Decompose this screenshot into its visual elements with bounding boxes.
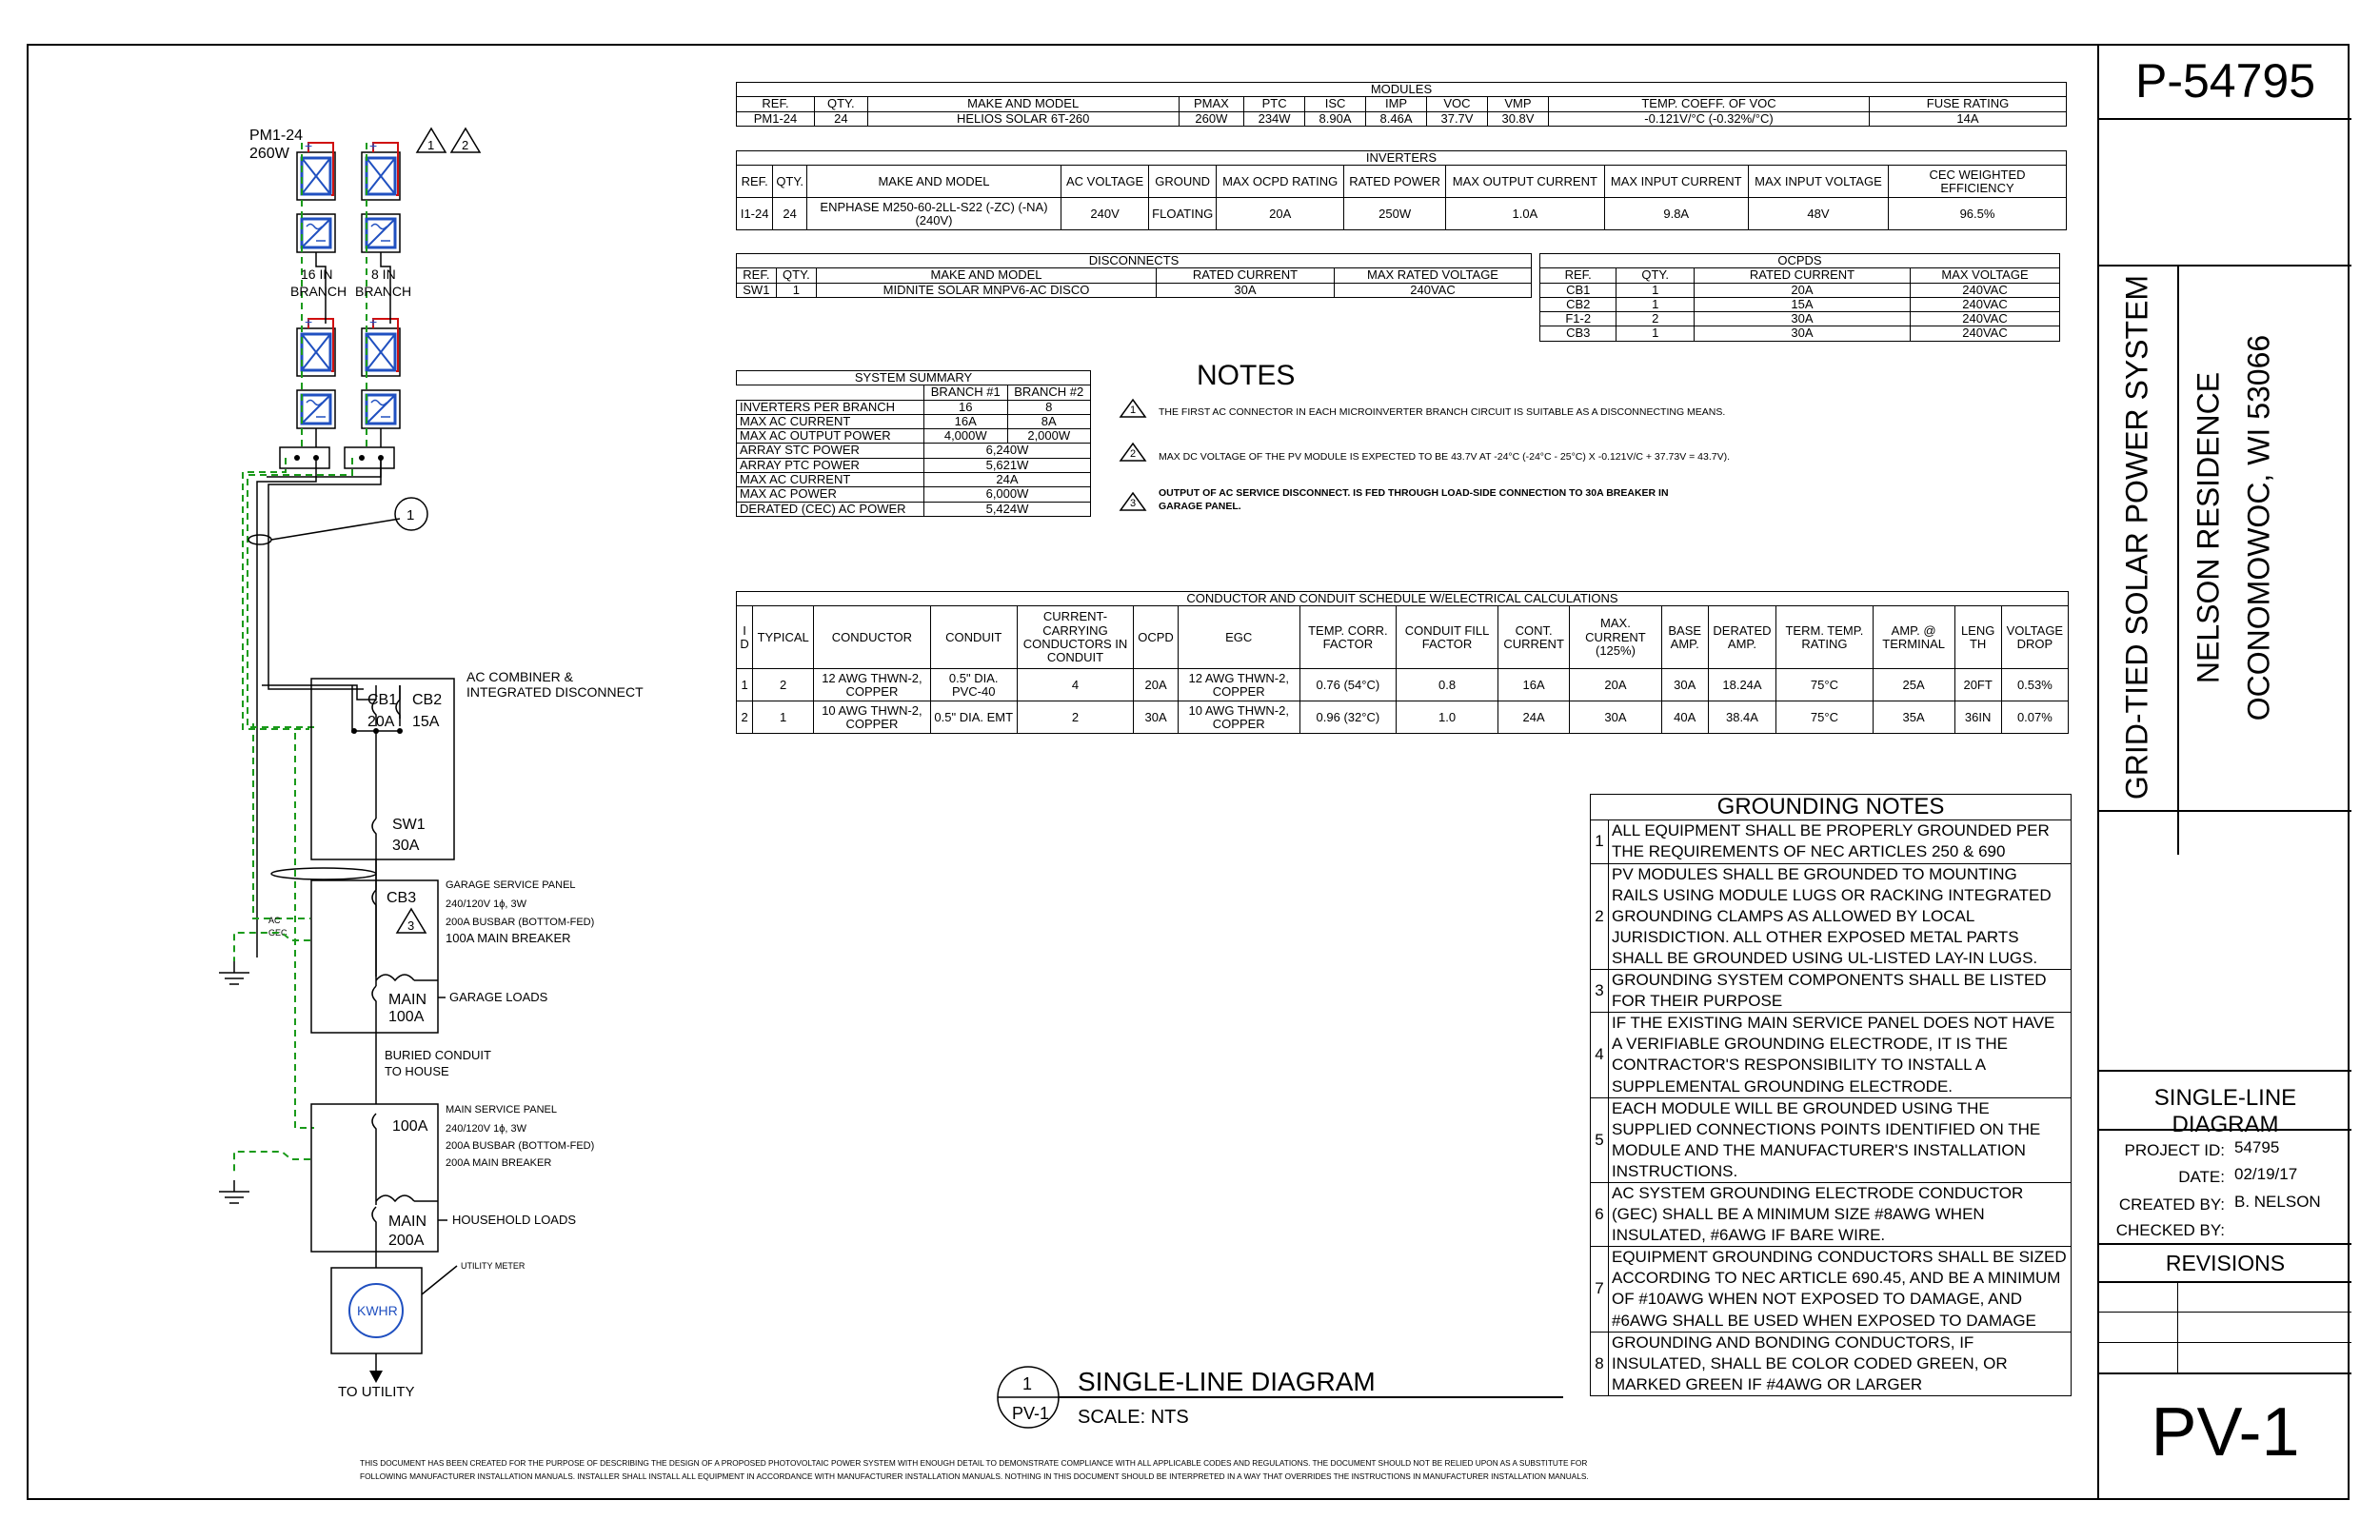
created-by-label: CREATED BY:: [2118, 1195, 2225, 1214]
drawing-caption: [981, 1359, 1571, 1435]
cell: 30A: [1695, 326, 1911, 341]
inverters-title: INVERTERS: [737, 151, 2067, 166]
col-header: MAX OCPD RATING: [1217, 166, 1344, 198]
col-header: TEMP. COEFF. OF VOC: [1549, 97, 1870, 111]
cell: CB2: [1540, 297, 1616, 311]
cb2-rating: 15A: [412, 714, 440, 730]
svg-text:+: +: [369, 314, 378, 329]
cell: 24: [815, 111, 868, 126]
table-row: [737, 458, 1091, 472]
col-header: AMP. @ TERMINAL: [1873, 606, 1954, 669]
col-header: REF.: [737, 166, 773, 198]
cell: 30A: [1157, 283, 1335, 297]
sheet-number: P-54795: [2134, 54, 2316, 108]
cell: 9.8A: [1604, 198, 1748, 230]
checked-by-label: CHECKED BY:: [2115, 1221, 2225, 1239]
msp-spec: 200A MAIN BREAKER: [446, 1157, 552, 1169]
cell: 35A: [1873, 701, 1954, 734]
col-header: IMP: [1366, 97, 1427, 111]
grounding-notes-table: [1590, 794, 2072, 1396]
col-header: MAX INPUT CURRENT: [1604, 166, 1748, 198]
combiner-label: AC COMBINER &: [466, 669, 574, 684]
cell: ARRAY PTC POWER: [737, 458, 924, 472]
cell: 2: [737, 701, 753, 734]
note-tri-num: 1: [1130, 405, 1137, 416]
cell: 240VAC: [1335, 283, 1532, 297]
breaker-100-label: 100A: [392, 1118, 428, 1135]
cell: 0.5" DIA. EMT: [930, 701, 1017, 734]
cell: 240VAC: [1911, 297, 2060, 311]
item-number: 3: [1591, 970, 1609, 1013]
cell: 1.0: [1397, 701, 1498, 734]
kwhr-label: KWHR: [357, 1303, 398, 1318]
table-row: [737, 283, 1532, 297]
system-summary-table: [736, 370, 1091, 517]
col-header: MAKE AND MODEL: [806, 166, 1061, 198]
table-row: [737, 198, 2067, 230]
title-block: [2097, 44, 2351, 1500]
msp-label: MAIN SERVICE PANEL: [446, 1104, 557, 1116]
gsp-label: GARAGE SERVICE PANEL: [446, 879, 576, 891]
cell: 1: [1616, 297, 1695, 311]
col-header: AC VOLTAGE: [1061, 166, 1148, 198]
table-row: [737, 414, 1091, 428]
cell: 20A: [1570, 669, 1661, 701]
cb1-rating: 20A: [367, 714, 395, 730]
note-text: MAX DC VOLTAGE OF THE PV MODULE IS EXPECTED TO BE 43.7V AT -24°C (-24°C - 25°C) X -0.121V/C + 37.73V = 43.7V).: [1159, 451, 1731, 463]
cell: 10 AWG THWN-2, COPPER: [1178, 701, 1299, 734]
cell: 20FT: [1954, 669, 2001, 701]
cell: 240V: [1061, 198, 1148, 230]
tri-label: 2: [462, 138, 469, 152]
col-header: MAKE AND MODEL: [817, 268, 1157, 283]
ocpds-title: OCPDS: [1540, 254, 2060, 268]
item-text: ALL EQUIPMENT SHALL BE PROPERLY GROUNDED PER THE REQUIREMENTS OF NEC ARTICLES 250 & 690: [1609, 820, 2072, 863]
pm-watts: 260W: [249, 146, 289, 162]
buried-conduit-label-2: TO HOUSE: [385, 1064, 449, 1078]
col-header: QTY.: [815, 97, 868, 111]
cell: 16A: [1497, 669, 1569, 701]
table-row: [1540, 283, 2060, 297]
ocpds-table: [1539, 253, 2060, 342]
col-header: ID: [737, 606, 753, 669]
cell: 1.0A: [1446, 198, 1604, 230]
note-tri-num: 2: [1130, 448, 1137, 460]
item-number: 7: [1591, 1247, 1609, 1332]
cell: 4,000W: [924, 429, 1008, 444]
cell: 20A: [1134, 669, 1179, 701]
col-header: TERM. TEMP. RATING: [1776, 606, 1874, 669]
table-row: [737, 429, 1091, 444]
main-label: MAIN: [388, 992, 426, 1008]
col-header: BRANCH #1: [924, 385, 1008, 400]
table-row: [1540, 326, 2060, 341]
col-header: RATED POWER: [1344, 166, 1446, 198]
cell: 2: [753, 669, 814, 701]
branch2-label: 8 IN: [371, 267, 396, 282]
cell: 15A: [1695, 297, 1911, 311]
revisions-label: REVISIONS: [2165, 1251, 2286, 1275]
cell: 240VAC: [1911, 283, 2060, 297]
note-tri-num: 3: [1130, 498, 1137, 509]
modules-table: [736, 82, 2067, 127]
col-header: EGC: [1178, 606, 1299, 669]
meter-label: UTILITY METER: [461, 1261, 526, 1271]
col-header: LENGTH: [1954, 606, 2001, 669]
buried-conduit-label: BURIED CONDUIT: [385, 1048, 491, 1062]
cell: 10 AWG THWN-2, COPPER: [814, 701, 930, 734]
cell: 18.24A: [1708, 669, 1775, 701]
col-header: MAX OUTPUT CURRENT: [1446, 166, 1604, 198]
conductor-title: CONDUCTOR AND CONDUIT SCHEDULE W/ELECTRICAL CALCULATIONS: [737, 592, 2069, 606]
cell: 30A: [1570, 701, 1661, 734]
cell: 6,000W: [924, 487, 1091, 502]
item-text: AC SYSTEM GROUNDING ELECTRODE CONDUCTOR (GEC) SHALL BE A MINIMUM SIZE #8AWG WHEN INSULATED, #6AWG IF BARE WIRE.: [1609, 1182, 2072, 1246]
cell: 24A: [1497, 701, 1569, 734]
callout-number: 1: [407, 507, 415, 523]
col-header: TYPICAL: [753, 606, 814, 669]
cell: 4: [1017, 669, 1133, 701]
cell: MAX AC OUTPUT POWER: [737, 429, 924, 444]
cell: CB1: [1540, 283, 1616, 297]
gsp-spec: 100A MAIN BREAKER: [446, 931, 571, 945]
cb3-label: CB3: [387, 890, 417, 906]
cell: 14A: [1870, 111, 2067, 126]
col-header: REF.: [737, 97, 815, 111]
cell: 12 AWG THWN-2, COPPER: [1178, 669, 1299, 701]
cell: ARRAY STC POWER: [737, 444, 924, 458]
cell: I1-24: [737, 198, 773, 230]
cell: 1: [1616, 283, 1695, 297]
cell: SW1: [737, 283, 777, 297]
col-header: DERATED AMP.: [1708, 606, 1775, 669]
cell: 260W: [1179, 111, 1243, 126]
col-header: CURRENT-CARRYING CONDUCTORS IN CONDUIT: [1017, 606, 1133, 669]
cell: 240VAC: [1911, 312, 2060, 326]
summary-title: SYSTEM SUMMARY: [737, 371, 1091, 385]
grounding-title: GROUNDING NOTES: [1591, 795, 2072, 820]
cell: 37.7V: [1427, 111, 1488, 126]
cell: DERATED (CEC) AC POWER: [737, 502, 924, 516]
gec-label: GEC: [268, 928, 288, 938]
household-loads: HOUSEHOLD LOADS: [452, 1213, 577, 1227]
project-id: 54795: [2234, 1138, 2280, 1156]
cell: 16A: [924, 414, 1008, 428]
page-number: PV-1: [2151, 1394, 2300, 1471]
cell: 2,000W: [1007, 429, 1091, 444]
list-item: [1591, 1013, 2072, 1097]
modules-title: MODULES: [737, 83, 2067, 97]
table-row: [737, 669, 2069, 701]
caption-title: SINGLE-LINE DIAGRAM: [1078, 1367, 1376, 1396]
caption-scale: SCALE: NTS: [1078, 1407, 1189, 1428]
col-header: QTY.: [776, 268, 816, 283]
main-rating: 200A: [388, 1233, 425, 1249]
item-text: IF THE EXISTING MAIN SERVICE PANEL DOES NOT HAVE A VERIFIABLE GROUNDING ELECTRODE, IT IS THE CONTRACTOR'S RESPONSIBILITY TO INSTALL A SUPPLEMENTAL GROUNDING ELECTRODE.: [1609, 1013, 2072, 1097]
list-item: [1591, 1097, 2072, 1182]
combiner-label-2: INTEGRATED DISCONNECT: [466, 684, 644, 700]
created-by: B. NELSON: [2234, 1193, 2321, 1211]
cell: MAX AC POWER: [737, 487, 924, 502]
tri-label: 1: [427, 138, 435, 152]
list-item: [1591, 1332, 2072, 1395]
col-header: CEC WEIGHTED EFFICIENCY: [1889, 166, 2067, 198]
col-header: MAX. CURRENT (125%): [1570, 606, 1661, 669]
disconnects-title: DISCONNECTS: [737, 254, 1532, 268]
item-text: GROUNDING AND BONDING CONDUCTORS, IF INSULATED, SHALL BE COLOR CODED GREEN, OR MARKED GREEN IF #4AWG OR LARGER: [1609, 1332, 2072, 1395]
col-header: MAX VOLTAGE: [1911, 268, 2060, 283]
ac-label: AC: [268, 916, 281, 925]
item-number: 5: [1591, 1097, 1609, 1182]
item-number: 4: [1591, 1013, 1609, 1097]
cell: 0.53%: [2001, 669, 2068, 701]
col-header: CONDUIT FILL FACTOR: [1397, 606, 1498, 669]
msp-spec: 200A BUSBAR (BOTTOM-FED): [446, 1140, 595, 1152]
cell: 5,424W: [924, 502, 1091, 516]
cell: 96.5%: [1889, 198, 2067, 230]
cell: 0.76 (54°C): [1299, 669, 1397, 701]
branch1-label: 16 IN: [301, 267, 333, 282]
cell: 30A: [1134, 701, 1179, 734]
cell: 25A: [1873, 669, 1954, 701]
list-item: [1591, 863, 2072, 969]
notes-title: NOTES: [1197, 360, 1296, 391]
col-header: PTC: [1244, 97, 1305, 111]
disclaimer-line-1: THIS DOCUMENT HAS BEEN CREATED FOR THE PURPOSE OF DESCRIBING THE DESIGN OF A PROPOSED PHOTOVOLTAIC POWER SYSTEM WITH ENOUGH DETAIL TO DEMONSTRATE COMPLIANCE WITH ALL APPLICABLE CODES AND REGULATIONS. THE DOCUMENT SHOULD NOT BE RELIED UPON AS A SUBSTITUTE FOR: [360, 1458, 1588, 1468]
cell: PM1-24: [737, 111, 815, 126]
single-line-diagram: [0, 0, 724, 1428]
col-header: VMP: [1487, 97, 1548, 111]
cell: HELIOS SOLAR 6T-260: [867, 111, 1179, 126]
cell: 250W: [1344, 198, 1446, 230]
cell: MIDNITE SOLAR MNPV6-AC DISCO: [817, 283, 1157, 297]
cell: F1-2: [1540, 312, 1616, 326]
owner-address: OCONOMOWOC, WI 53066: [2241, 334, 2276, 721]
cell: 30A: [1661, 669, 1708, 701]
cell: MAX AC CURRENT: [737, 473, 924, 487]
caption-number: 1: [1022, 1374, 1033, 1393]
note-text: OUTPUT OF AC SERVICE DISCONNECT. IS FED THROUGH LOAD-SIDE CONNECTION TO 30A BREAKER IN GARAGE PANEL.: [1159, 487, 1669, 512]
item-text: EACH MODULE WILL BE GROUNDED USING THE SUPPLIED CONNECTIONS POINTS IDENTIFIED ON THE MODULE AND THE MANUFACTURER'S INSTALLATION INSTRUCTIONS.: [1609, 1097, 2072, 1182]
tri-label: 3: [407, 918, 415, 933]
disclaimer-line-2: FOLLOWING MANUFACTURER INSTALLATION MANUALS. INSTALLER SHALL INSTALL ALL EQUIPMENT IN ACCORDANCE WITH MANUFACTURER INSTALLATION MANUALS. NOTHING IN THIS DOCUMENT SHOULD BE INTERPRETED IN A WAY THAT OVERRIDES THE INSTRUCTIONS IN MANUFACTURER INSTALLATION MANUALS.: [360, 1471, 1589, 1481]
cell: INVERTERS PER BRANCH: [737, 400, 924, 414]
col-header: BASE AMP.: [1661, 606, 1708, 669]
cell: 1: [776, 283, 816, 297]
garage-loads: GARAGE LOADS: [449, 990, 548, 1004]
cell: 240VAC: [1911, 326, 2060, 341]
list-item: [1591, 970, 2072, 1013]
col-header: RATED CURRENT: [1157, 268, 1335, 283]
cell: 1: [737, 669, 753, 701]
svg-text:+: +: [369, 138, 378, 153]
cell: 234W: [1244, 111, 1305, 126]
cell: 36IN: [1954, 701, 2001, 734]
col-header: CONDUIT: [930, 606, 1017, 669]
cell: 20A: [1217, 198, 1344, 230]
branch1-word: BRANCH: [290, 284, 347, 299]
cell: 16: [924, 400, 1008, 414]
table-row: [1540, 297, 2060, 311]
date-label: DATE:: [2178, 1168, 2225, 1186]
cell: 8.46A: [1366, 111, 1427, 126]
col-header: QTY.: [773, 166, 807, 198]
cell: 0.96 (32°C): [1299, 701, 1397, 734]
cell: 24A: [924, 473, 1091, 487]
cell: 38.4A: [1708, 701, 1775, 734]
system-title: GRID-TIED SOLAR POWER SYSTEM: [2119, 274, 2154, 800]
date-value: 02/19/17: [2234, 1165, 2298, 1183]
cell: 8: [1007, 400, 1091, 414]
cell: 0.07%: [2001, 701, 2068, 734]
item-number: 8: [1591, 1332, 1609, 1395]
col-header: REF.: [737, 268, 777, 283]
table-row: [1540, 312, 2060, 326]
cell: 0.5" DIA. PVC-40: [930, 669, 1017, 701]
svg-text:+: +: [305, 314, 313, 329]
col-header: GROUND: [1149, 166, 1217, 198]
cell: 30A: [1695, 312, 1911, 326]
sw1-rating: 30A: [392, 838, 420, 854]
col-header: BRANCH #2: [1007, 385, 1091, 400]
cb2-label: CB2: [412, 692, 443, 708]
table-row: [737, 502, 1091, 516]
cell: 75°C: [1776, 669, 1874, 701]
msp-spec: 240/120V 1ϕ, 3W: [446, 1123, 527, 1135]
cell: CB3: [1540, 326, 1616, 341]
cell: 75°C: [1776, 701, 1874, 734]
col-header: RATED CURRENT: [1695, 268, 1911, 283]
col-header: REF.: [1540, 268, 1616, 283]
cell: 30.8V: [1487, 111, 1548, 126]
col-header: OCPD: [1134, 606, 1179, 669]
col-header: MAX RATED VOLTAGE: [1335, 268, 1532, 283]
main-rating: 100A: [388, 1009, 425, 1025]
pm-label: PM1-24: [249, 128, 304, 144]
item-text: PV MODULES SHALL BE GROUNDED TO MOUNTING RAILS USING MODULE LUGS OR RACKING INTEGRATED GROUNDING CLAMPS AS ALLOWED BY LOCAL JURISDICTION. ALL OTHER EXPOSED METAL PARTS SHALL BE GROUNDED USING UL-LISTED LAY-IN LUGS.: [1609, 863, 2072, 969]
col-header: CONT. CURRENT: [1497, 606, 1569, 669]
item-number: 1: [1591, 820, 1609, 863]
col-header: VOC: [1427, 97, 1488, 111]
cell: 5,621W: [924, 458, 1091, 472]
cell: 8.90A: [1305, 111, 1366, 126]
cell: 0.8: [1397, 669, 1498, 701]
main-label: MAIN: [388, 1214, 426, 1230]
cell: 20A: [1695, 283, 1911, 297]
col-header: MAKE AND MODEL: [867, 97, 1179, 111]
note-text: THE FIRST AC CONNECTOR IN EACH MICROINVERTER BRANCH CIRCUIT IS SUITABLE AS A DISCONNECTING MEANS.: [1159, 406, 1726, 418]
table-row: [737, 111, 2067, 126]
table-row: [737, 701, 2069, 734]
table-row: [737, 400, 1091, 414]
table-row: [737, 444, 1091, 458]
cell: 2: [1017, 701, 1133, 734]
cell: ENPHASE M250-60-2LL-S22 (-ZC) (-NA) (240V): [806, 198, 1061, 230]
table-row: [737, 487, 1091, 502]
col-header: VOLTAGE DROP: [2001, 606, 2068, 669]
cell: 1: [753, 701, 814, 734]
table-row: [737, 473, 1091, 487]
project-id-label: PROJECT ID:: [2124, 1141, 2225, 1159]
item-number: 6: [1591, 1182, 1609, 1246]
col-header: CONDUCTOR: [814, 606, 930, 669]
to-utility-label: TO UTILITY: [338, 1384, 415, 1400]
col-header: MAX INPUT VOLTAGE: [1748, 166, 1888, 198]
col-header: QTY.: [1616, 268, 1695, 283]
cell: 24: [773, 198, 807, 230]
list-item: [1591, 1247, 2072, 1332]
list-item: [1591, 1182, 2072, 1246]
gsp-spec: 240/120V 1ϕ, 3W: [446, 898, 527, 910]
cell: 1: [1616, 326, 1695, 341]
col-header: PMAX: [1179, 97, 1243, 111]
drawing-title: SINGLE-LINE DIAGRAM: [2153, 1085, 2297, 1137]
gsp-spec: 200A BUSBAR (BOTTOM-FED): [446, 917, 595, 928]
col-header: ISC: [1305, 97, 1366, 111]
item-text: EQUIPMENT GROUNDING CONDUCTORS SHALL BE SIZED ACCORDING TO NEC ARTICLE 690.45, AND BE A MINIMUM OF #10AWG WHEN NOT EXPOSED TO DAMAGE, AND #6AWG SHALL BE USED WHEN EXPOSED TO DAMAGE: [1609, 1247, 2072, 1332]
item-text: GROUNDING SYSTEM COMPONENTS SHALL BE LISTED FOR THEIR PURPOSE: [1609, 970, 2072, 1013]
conductor-schedule-table: [736, 591, 2069, 734]
inverters-table: [736, 150, 2067, 230]
cell: 12 AWG THWN-2, COPPER: [814, 669, 930, 701]
disconnects-table: [736, 253, 1532, 298]
cell: 48V: [1748, 198, 1888, 230]
cell: 2: [1616, 312, 1695, 326]
col-header: TEMP. CORR. FACTOR: [1299, 606, 1397, 669]
branch2-word: BRANCH: [355, 284, 412, 299]
cb1-label: CB1: [367, 692, 398, 708]
col-header: FUSE RATING: [1870, 97, 2067, 111]
svg-text:+: +: [305, 138, 313, 153]
cell: FLOATING: [1149, 198, 1217, 230]
cell: 8A: [1007, 414, 1091, 428]
item-number: 2: [1591, 863, 1609, 969]
cell: 6,240W: [924, 444, 1091, 458]
cell: -0.121V/°C (-0.32%/°C): [1549, 111, 1870, 126]
sw1-label: SW1: [392, 817, 426, 833]
owner-name: NELSON RESIDENCE: [2191, 371, 2226, 684]
caption-sheet: PV-1: [1012, 1404, 1050, 1423]
cell: 40A: [1661, 701, 1708, 734]
list-item: [1591, 820, 2072, 863]
cell: MAX AC CURRENT: [737, 414, 924, 428]
